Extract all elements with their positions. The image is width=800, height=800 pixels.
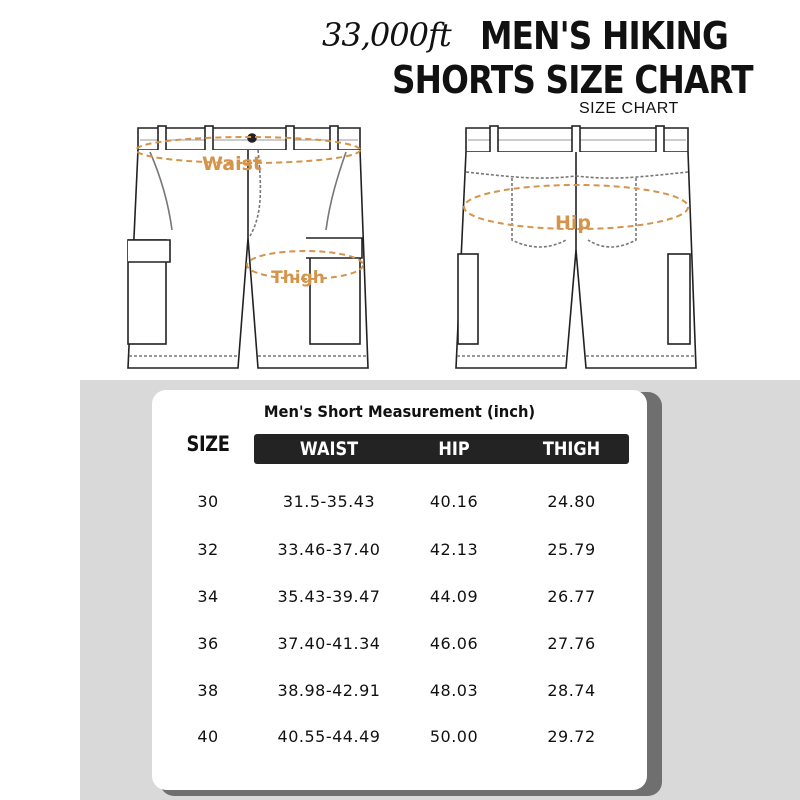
thigh-cell: 29.72 [547, 727, 596, 746]
size-cell: 36 [197, 634, 219, 653]
hip-cell: 50.00 [429, 727, 479, 746]
size-cell: 32 [197, 540, 219, 559]
waist-label: Waist [201, 153, 263, 175]
hip-cell: 40.16 [429, 492, 479, 511]
hip-cell: 44.09 [429, 587, 479, 606]
waist-cell: 38.98-42.91 [277, 681, 381, 700]
waist-cell: 35.43-39.47 [277, 587, 381, 606]
page-subtitle: SIZE CHART [579, 100, 679, 117]
waist-cell: 37.40-41.34 [277, 634, 381, 653]
header [0, 0, 800, 130]
table-row [0, 722, 800, 752]
back-shorts-icon [456, 126, 696, 368]
size-cell: 30 [197, 492, 219, 511]
waist-cell: 33.46-37.40 [277, 540, 381, 559]
page-title-line-1: MEN'S HIKING [480, 14, 728, 58]
shorts-illustration [0, 120, 800, 380]
hip-column-header: HIP [438, 438, 470, 460]
thigh-cell: 28.74 [547, 681, 596, 700]
page-title-line-2: SHORTS SIZE CHART [392, 58, 753, 102]
size-cell: 34 [197, 587, 219, 606]
hip-label: Hip [554, 212, 592, 234]
waist-column-header: WAIST [299, 438, 359, 460]
brand-logo: 33,000ft [322, 16, 451, 54]
table-row [0, 582, 800, 612]
waist-cell: 40.55-44.49 [277, 727, 381, 746]
size-cell: 38 [197, 681, 219, 700]
waist-cell: 31.5-35.43 [282, 492, 376, 511]
thigh-cell: 26.77 [547, 587, 596, 606]
shorts-diagram [0, 120, 800, 380]
hip-cell: 48.03 [429, 681, 479, 700]
table-header-bar [254, 434, 629, 464]
hip-cell: 42.13 [429, 540, 479, 559]
thigh-label: Thigh [271, 268, 325, 288]
table-row [0, 535, 800, 565]
thigh-cell: 24.80 [547, 492, 596, 511]
table-row [0, 676, 800, 706]
size-cell: 40 [197, 727, 219, 746]
table-row [0, 629, 800, 659]
hip-cell: 46.06 [429, 634, 479, 653]
thigh-cell: 27.76 [547, 634, 596, 653]
size-column-header: SIZE [186, 432, 230, 456]
thigh-column-header: THIGH [542, 438, 601, 460]
thigh-cell: 25.79 [547, 540, 596, 559]
table-title: Men's Short Measurement (inch) [263, 402, 536, 421]
table-row [0, 487, 800, 517]
